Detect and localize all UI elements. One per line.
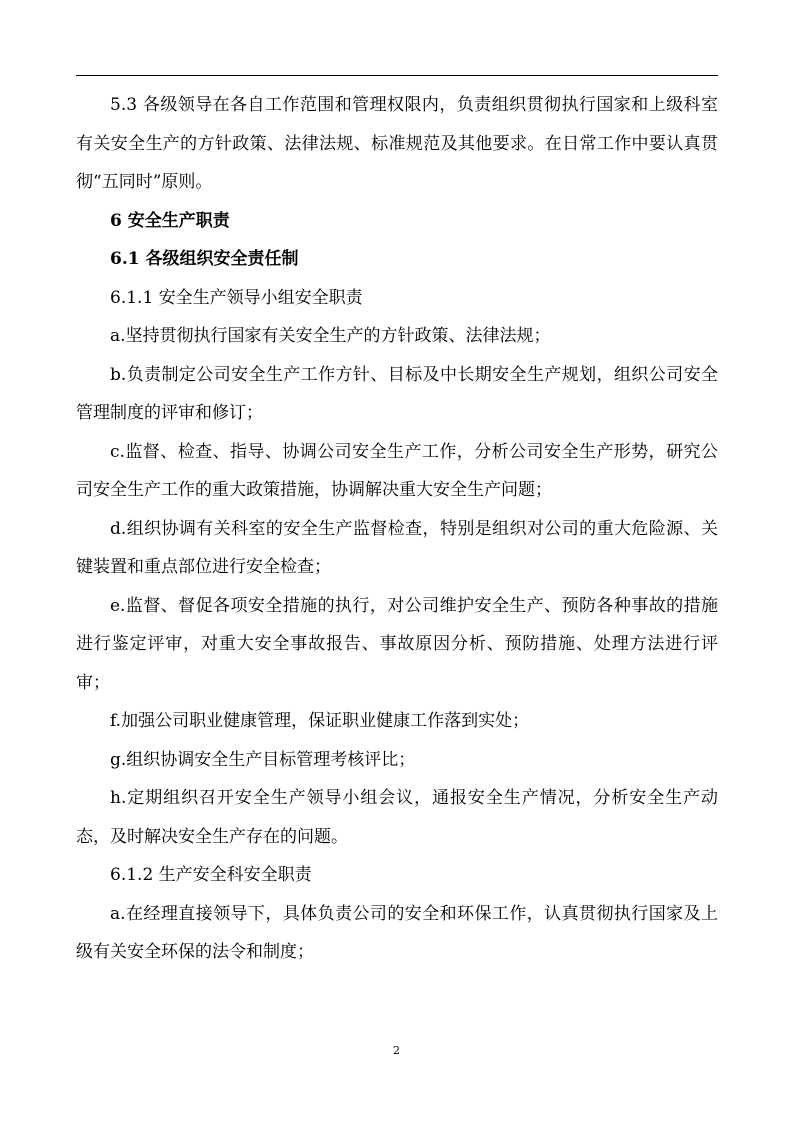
- list-item-a-6-1-2: a.在经理直接领导下，具体负责公司的安全和环保工作，认真贯彻执行国家及上级有关安全环保的法令和制度；: [76, 903, 718, 962]
- list-item-c: c.监督、检查、指导、协调公司安全生产工作，分析公司安全生产形势，研究公司安全生产工作的重大政策措施，协调解决重大安全生产问题；: [76, 441, 718, 500]
- page-number: 2: [393, 1044, 400, 1057]
- paragraph-5-3: 5.3 各级领导在各自工作范围和管理权限内，负责组织贯彻执行国家和上级科室有关安全生产的方针政策、法律法规、标准规范及其他要求。在日常工作中要认真贯彻“五同时”原则。: [76, 95, 718, 192]
- section-heading-6: 6 安全生产职责: [110, 210, 230, 231]
- list-item-g: g.组织协调安全生产目标管理考核评比；: [110, 749, 416, 770]
- subsection-heading-6-1-1: 6.1.1 安全生产领导小组安全职责: [110, 287, 363, 308]
- list-item-a: a.坚持贯彻执行国家有关安全生产的方针政策、法律法规；: [110, 326, 551, 346]
- list-item-h: h.定期组织召开安全生产领导小组会议，通报安全生产情况，分析安全生产动态，及时解决安全生产存在的问题。: [76, 788, 718, 847]
- subsection-heading-6-1-2: 6.1.2 生产安全科安全职责: [110, 865, 312, 885]
- list-item-f: f.加强公司职业健康管理，保证职业健康工作落到实处；: [110, 711, 530, 731]
- list-item-d: d.组织协调有关科室的安全生产监督检查，特别是组织对公司的重大危险源、关键装置和重点部位进行安全检查；: [76, 518, 718, 577]
- section-heading-6-1: 6.1 各级组织安全责任制: [110, 249, 299, 269]
- list-item-b: b.负责制定公司安全生产工作方针、目标及中长期安全生产规划，组织公司安全管理制度的评审和修订；: [76, 364, 718, 423]
- document-body: [76, 86, 718, 972]
- header-rule: [76, 75, 718, 76]
- list-item-e: e.监督、督促各项安全措施的执行，对公司维护安全生产、预防各种事故的措施进行鉴定评审，对重大安全事故报告、事故原因分析、预防措施、处理方法进行评审；: [76, 595, 718, 693]
